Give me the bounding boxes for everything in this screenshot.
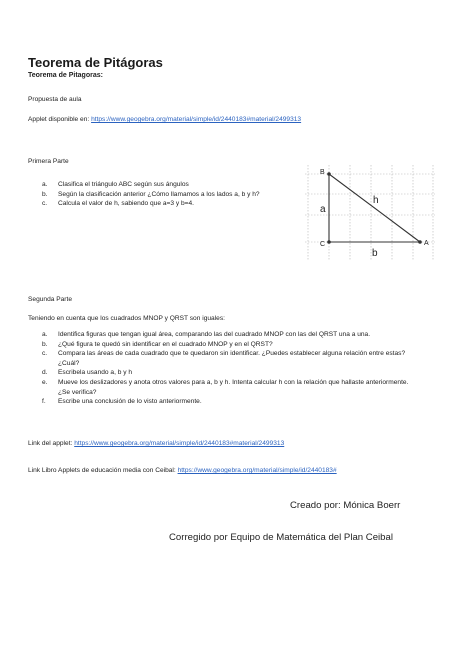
author-credit: Creado por: Mónica Boerr — [290, 500, 401, 511]
segunda-parte-heading: Segunda Parte — [28, 296, 72, 303]
list-item: e. Mueve los deslizadores y anota otros valores para a, b y h. Intenta calcular h con la relación que hallaste anteriormente. ¿Se verifica? — [42, 378, 409, 396]
list-item: d. Escribela usando a, b y h — [42, 369, 133, 377]
list-item: a. Identifica figuras que tengan igual área, comparando las del cuadrado MNOP con las del QRST una a una. — [42, 331, 371, 338]
applet-link-label: Link del applet: — [28, 440, 75, 447]
label-side-a: a — [320, 204, 326, 215]
list-item: c. Compara las áreas de cada cuadrado que te quedaron sin identificar. ¿Puedes establecer alguna relación entre estas? ¿Cuál? — [42, 350, 406, 367]
list-item: b. Según la clasificación anterior ¿Cómo llamamos a los lados a, b y h? — [42, 190, 260, 198]
segunda-parte-list — [42, 330, 417, 407]
libro-link-line — [28, 467, 337, 474]
libro-link[interactable]: https://www.geogebra.org/material/simple/id/2440183# — [177, 467, 337, 474]
segunda-parte-intro: Teniendo en cuenta que los cuadrados MNOP y QRST son iguales: — [28, 315, 225, 322]
list-item: c. Calcula el valor de h, sabiendo que a=3 y b=4. — [42, 200, 194, 208]
label-point-b: B — [320, 169, 325, 176]
list-item: b. ¿Qué figura te quedó sin identificar en el cuadrado MNOP y en el QRST? — [42, 340, 273, 348]
primera-parte-heading: Primera Parte — [28, 158, 69, 165]
label-point-a: A — [424, 240, 429, 247]
primera-parte-list — [42, 180, 292, 209]
page-subtitle: Teorema de Pitagoras: — [28, 72, 103, 79]
applet-link-2[interactable]: https://www.geogebra.org/material/simple/id/2440183#material/2499313 — [74, 440, 285, 447]
triangle-figure — [300, 160, 440, 265]
triangle-abc — [329, 174, 420, 242]
label-point-c: C — [320, 241, 326, 248]
applet-link-line — [28, 440, 284, 447]
applet-prefix: Applet disponible en: — [28, 116, 92, 123]
vertex-c — [327, 240, 331, 244]
applet-line — [28, 116, 301, 123]
corrector-credit: Corregido por Equipo de Matemática del Plan Ceibal — [169, 532, 393, 543]
label-side-b: b — [372, 248, 378, 259]
label-side-h: h — [373, 195, 379, 206]
page-title: Teorema de Pitágoras — [28, 55, 163, 70]
libro-link-label: Link Libro Applets de educación media con Ceibal: — [28, 467, 178, 474]
applet-link[interactable]: https://www.geogebra.org/material/simple/id/2440183#material/2499313 — [91, 116, 302, 123]
list-item: a. Clasifica el triángulo ABC según sus ángulos — [42, 181, 189, 188]
vertex-a — [418, 240, 422, 244]
list-item: f. Escribe una conclusión de lo visto anteriormente. — [42, 398, 202, 406]
propuesta-label: Propuesta de aula — [28, 96, 82, 103]
vertex-b — [327, 172, 331, 176]
